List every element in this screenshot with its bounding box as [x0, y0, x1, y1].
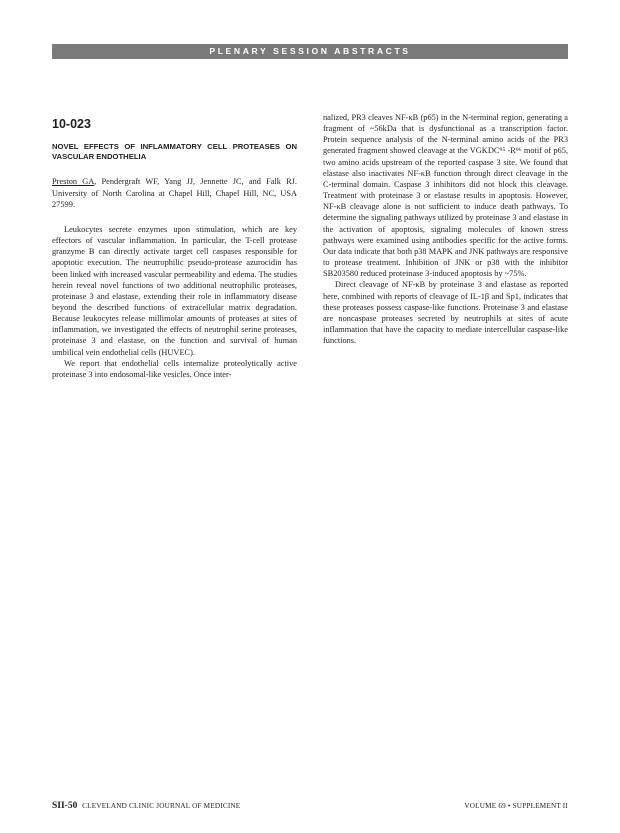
paragraph-2-continued: nalized, PR3 cleaves NF-κB (p65) in the N-terminal region, generating a fragment of ~56kDa that is dysfunctional as a transcription factor. Protein sequence analysis of the N-terminal amino acids of the PR3 generated fragment showed cleavage at the VGKDC⁹⁵ -R⁹⁶ motif of p65, two amino acids upstream of the reported caspase 3 site. We found that elastase also inactivates NF-κB function through direct cleavage in the C-terminal domain. Caspase 3 inhibitors did not block this cleavage. Treatment with proteinase 3 or elastase results in apoptosis. However, NF-κB cleavage alone is not sufficient to induce death pathways. To determine the signaling pathways utilized by proteinase 3 and elastase in the activation of apoptosis, signaling molecules of known stress pathways were examined using antibodies specific for the active forms. Our data indicate that both p38 MAPK and JNK pathways are responsive to protease treatment. Inhibition of JNK or p38 with the inhibitor SB203580 reduced proteinase 3-induced apoptosis by ~75%.: [323, 113, 568, 279]
abstract-title: NOVEL EFFECTS OF INFLAMMATORY CELL PROTEASES ON VASCULAR ENDOTHELIA: [52, 142, 297, 162]
page-footer: [52, 801, 568, 811]
paragraph-2-start: We report that endothelial cells internalize proteolytically active proteinase 3 into endosomal-like vesicles. Once inter-: [52, 358, 297, 379]
paragraph-3: Direct cleavage of NF-κB by proteinase 3 and elastase as reported here, combined with reports of cleavage of IL-1β and Sp1, indicates that these proteases possess caspase-like functions. Proteinase 3 and elastase are noncaspase proteases secreted by neutrophils at sites of acute inflammation that have the capacity to mediate intercellular caspase-like functions.: [323, 280, 568, 346]
first-author: Preston GA: [52, 177, 95, 187]
section-title: PLENARY SESSION ABSTRACTS: [209, 46, 411, 56]
right-column: [323, 112, 568, 346]
section-header-banner: [52, 44, 568, 59]
abstract-number: 10-023: [52, 117, 91, 131]
page-number: SII-50: [52, 801, 78, 811]
volume-info: VOLUME 69 • SUPPLEMENT II: [464, 802, 568, 810]
authors-rest: , Pendergraft WF, Yang JJ, Jennette JC, and Falk RJ. University of North Carolina at Chapel Hill, Chapel Hill, NC, USA 27599.: [52, 177, 297, 209]
journal-name: CLEVELAND CLINIC JOURNAL OF MEDICINE: [82, 802, 241, 810]
paragraph-1: Leukocytes secrete enzymes upon stimulation, which are key effectors of vascular inflammation. In particular, the T-cell protease granzyme B can directly activate target cell caspases responsible for apoptotic execution. The neutrophilic pseudo-protease azurocidin has been linked with increased vascular permeability and edema. The studies herein reveal novel functions of two additional neutrophilic proteases, proteinase 3 and elastase, extending their role in inflammatory disease beyond the described functions of extracellular matrix degradation. Because leukocytes release millimolar amounts of proteases at sites of inflammation, we investigated the effects of neutrophil serine proteases, proteinase 3 and elastase, on the function and survival of human umbilical vein endothelial cells (HUVEC).: [52, 224, 297, 357]
left-column: [52, 112, 297, 380]
author-affiliation: [52, 176, 297, 209]
